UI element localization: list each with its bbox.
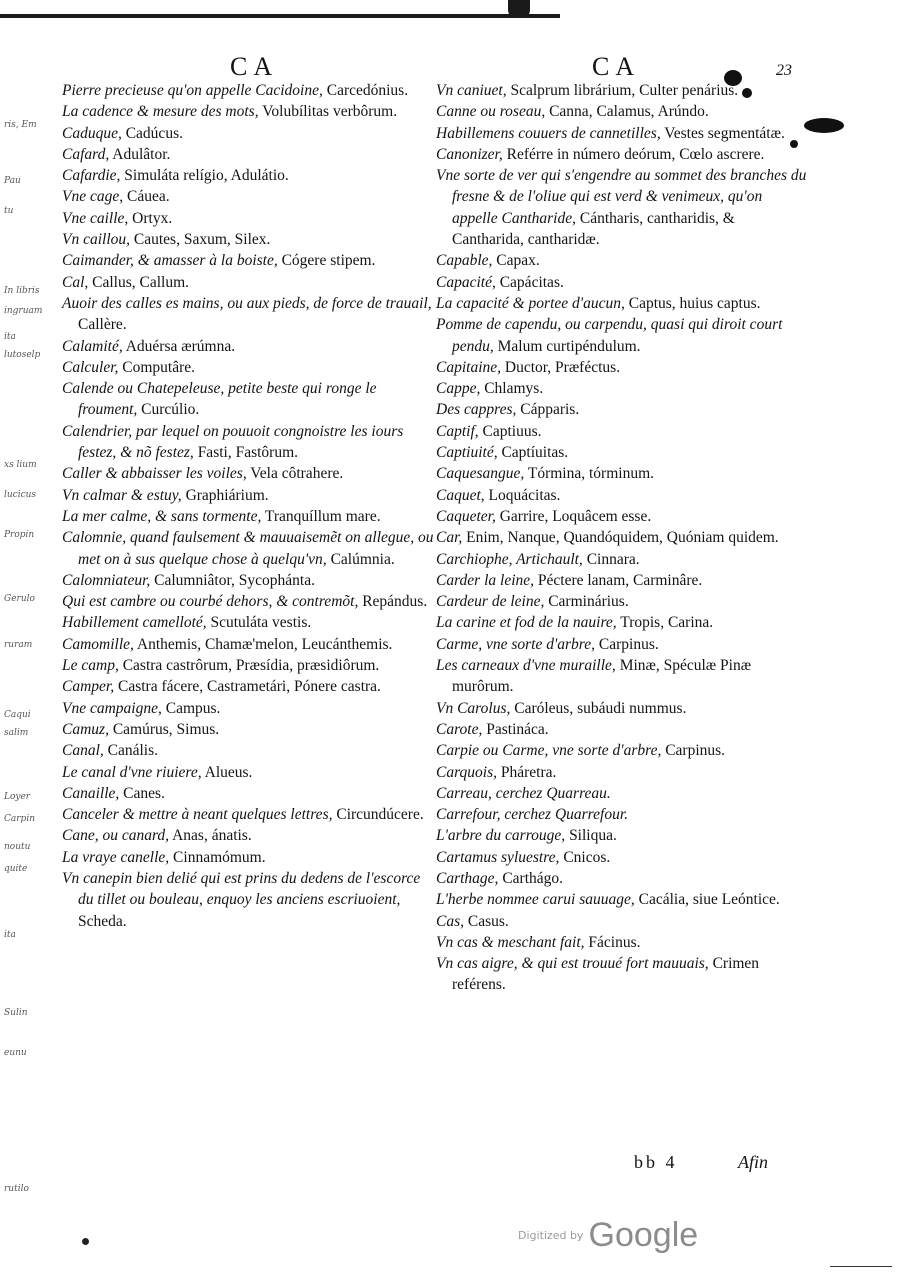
entry-french: Cafard,	[62, 145, 110, 163]
dictionary-entry	[436, 655, 808, 698]
entry-latin: Callère.	[78, 316, 127, 334]
margin-note: Carpin	[4, 814, 35, 824]
entry-latin: Cántharis, cantharidis, & Cantharida, cantharidæ.	[452, 209, 735, 249]
entry-latin: Canes.	[119, 784, 165, 802]
entry-french: Vne sorte de ver qui s'engendre au sommet des branches du fresne & de l'oliue qui est verd & venimeux, qu'on appelle Cantharide,	[436, 167, 807, 227]
entry-french: Carchiophe, Artichault,	[436, 550, 583, 568]
entry-latin: Cinnara.	[582, 550, 640, 568]
entry-french: Vne campaigne,	[62, 699, 162, 717]
entry-latin: Cnicos.	[559, 848, 611, 866]
dictionary-entry	[62, 80, 434, 101]
dictionary-entry	[436, 165, 808, 250]
page-number: 23	[776, 62, 792, 79]
entry-french: Calendrier, par lequel on pouuoit congnoistre les iours festez, & nõ festez,	[62, 422, 404, 462]
entry-french: Vne cage,	[62, 188, 124, 206]
entry-latin: Cógere stipem.	[277, 252, 376, 270]
entry-french: Carreau, cerchez Quarreau.	[436, 784, 611, 802]
entry-latin: Captíuitas.	[497, 444, 569, 462]
entry-latin: Carpinus.	[661, 742, 726, 760]
dictionary-entry	[62, 357, 434, 378]
stray-ink-dot	[82, 1238, 89, 1245]
dictionary-entry	[62, 378, 434, 421]
dictionary-entry	[62, 506, 434, 527]
entry-latin: Carcedónius.	[322, 82, 409, 99]
entry-latin: Cacália, siue Leóntice.	[634, 891, 780, 909]
entry-latin: Castra castrôrum, Præsídia, præsidiôrum.	[118, 657, 380, 675]
margin-note: lucicus	[4, 490, 37, 500]
entry-french: Cardeur de leine,	[436, 593, 545, 611]
dictionary-entry	[436, 527, 808, 548]
entry-french: Camuz,	[62, 720, 109, 738]
entry-french: Cappe,	[436, 380, 481, 398]
entry-french: L'herbe nommee carui sauuage,	[436, 891, 635, 909]
entry-french: Captif,	[436, 422, 479, 440]
entry-latin: Camúrus, Simus.	[108, 720, 220, 738]
entry-french: Carote,	[436, 720, 483, 738]
dictionary-entry	[62, 336, 434, 357]
entry-latin: Scheda.	[78, 912, 127, 930]
entry-latin: Simuláta relígio, Adulátio.	[120, 167, 289, 185]
dictionary-entry	[62, 825, 434, 846]
dictionary-entry	[62, 123, 434, 144]
entry-latin: Caróleus, subáudi nummus.	[510, 699, 687, 717]
entry-french: La cadence & mesure des mots,	[62, 103, 259, 121]
margin-notes	[4, 110, 48, 1194]
ink-blot	[804, 118, 844, 133]
dictionary-entry	[62, 527, 434, 570]
dictionary-entry	[436, 698, 808, 719]
entry-french: Les carneaux d'vne muraille,	[436, 657, 616, 675]
entry-latin: Enim, Nanque, Quandóquidem, Quóniam quidem.	[462, 529, 779, 547]
entry-latin: Capax.	[492, 252, 540, 270]
entry-french: Cartamus syluestre,	[436, 848, 560, 866]
entry-latin: Cautes, Saxum, Silex.	[130, 231, 271, 249]
dictionary-entry	[436, 825, 808, 846]
entry-latin: Alueus.	[201, 763, 253, 781]
entry-latin: Cadúcus.	[121, 124, 183, 142]
top-border-knob	[508, 0, 530, 18]
entry-french: Cafardie,	[62, 167, 121, 185]
left-column	[62, 80, 434, 932]
dictionary-entry	[436, 549, 808, 570]
margin-note: ruram	[4, 640, 33, 650]
dictionary-entry	[62, 698, 434, 719]
dictionary-entry	[436, 463, 808, 484]
dictionary-entry	[62, 101, 434, 122]
dictionary-entry	[62, 229, 434, 250]
watermark-prefix: Digitized by	[518, 1229, 584, 1242]
margin-note: quite	[4, 864, 28, 874]
dictionary-entry	[62, 762, 434, 783]
dictionary-entry	[62, 570, 434, 591]
entry-latin: Anthemis, Chamæ'melon, Leucánthemis.	[133, 635, 393, 653]
entry-latin: Aduérsa ærúmna.	[122, 337, 236, 355]
margin-note: Propin	[4, 530, 35, 540]
dictionary-entry	[436, 911, 808, 932]
margin-note: tu	[4, 206, 14, 216]
entry-french: Vn caniuet,	[436, 82, 507, 99]
running-head-left: CA	[230, 52, 279, 81]
dictionary-entry	[62, 591, 434, 612]
margin-note: ris, Em	[4, 120, 37, 130]
dictionary-entry	[62, 250, 434, 271]
dictionary-entry	[436, 421, 808, 442]
margin-note: lutoselp	[4, 350, 41, 360]
dictionary-entry	[436, 591, 808, 612]
dictionary-entry	[436, 357, 808, 378]
margin-note: ita	[4, 332, 16, 342]
dictionary-entry	[436, 293, 808, 314]
entry-french: Canceler & mettre à neant quelques lettres,	[62, 806, 333, 824]
dictionary-entry	[436, 719, 808, 740]
entry-french: Camper,	[62, 678, 115, 696]
dictionary-entry	[436, 804, 808, 825]
entry-french: Canonizer,	[436, 145, 503, 163]
entry-latin: Minæ, Spéculæ Pinæ murôrum.	[452, 657, 752, 696]
entry-latin: Cáuea.	[123, 188, 170, 206]
entry-french: Caquesangue,	[436, 465, 525, 483]
entry-french: Carquois,	[436, 763, 498, 781]
entry-french: Des cappres,	[436, 401, 517, 419]
dictionary-entry	[436, 634, 808, 655]
dictionary-entry	[62, 272, 434, 293]
margin-note: rutilo	[4, 1184, 29, 1194]
dictionary-entry	[436, 932, 808, 953]
entry-latin: Reférre in número deórum, Cœlo ascrere.	[502, 145, 765, 163]
dictionary-entry	[62, 634, 434, 655]
entry-latin: Ortyx.	[128, 209, 173, 227]
entry-french: Le canal d'vne riuiere,	[62, 763, 202, 781]
dictionary-entry	[436, 612, 808, 633]
dictionary-entry	[436, 570, 808, 591]
entry-french: Qui est cambre ou courbé dehors, & contremõt,	[62, 593, 359, 611]
dictionary-entry	[62, 655, 434, 676]
dictionary-entry	[62, 868, 434, 932]
dictionary-entry	[62, 612, 434, 633]
dictionary-entry	[436, 378, 808, 399]
margin-note: salim	[4, 728, 29, 738]
margin-note: Pau	[4, 176, 21, 186]
dictionary-entry	[62, 676, 434, 697]
entry-latin: Captiuus.	[478, 422, 542, 440]
entry-latin: Malum curtipéndulum.	[493, 337, 641, 355]
entry-french: Calomnie, quand faulsement & mauuaisemẽt on allegue, ou met on à sus quelque chose à quelqu'vn,	[62, 529, 434, 568]
entry-latin: Anas, ánatis.	[169, 827, 252, 845]
margin-note: ingruam	[4, 306, 43, 316]
entry-latin: Volubílitas verbôrum.	[258, 103, 398, 121]
entry-french: Capitaine,	[436, 358, 502, 376]
entry-latin: Pháretra.	[497, 763, 557, 781]
entry-latin: Siliqua.	[565, 827, 617, 845]
entry-latin: Captus, huius captus.	[624, 294, 761, 312]
dictionary-entry	[436, 399, 808, 420]
entry-french: Caimander, & amasser à la boiste,	[62, 252, 278, 270]
margin-note: xs lium	[4, 460, 37, 470]
entry-french: Carder la leine,	[436, 571, 535, 589]
dictionary-entry	[62, 847, 434, 868]
entry-french: Calculer,	[62, 358, 119, 376]
dictionary-entry	[436, 868, 808, 889]
entry-latin: Carpinus.	[595, 635, 659, 653]
entry-latin: Scutuláta vestis.	[206, 614, 312, 632]
entry-latin: Computâre.	[118, 358, 196, 376]
dictionary-entry	[436, 442, 808, 463]
dictionary-entry	[62, 165, 434, 186]
entry-latin: Vela côtrahere.	[246, 465, 344, 483]
entry-latin: Carthágo.	[498, 869, 564, 887]
entry-french: Calomniateur,	[62, 571, 151, 589]
entry-french: Carthage,	[436, 869, 499, 887]
entry-french: Le camp,	[62, 657, 119, 675]
dictionary-entry	[62, 421, 434, 464]
entry-french: Cane, ou canard,	[62, 827, 170, 845]
entry-french: Pomme de capendu, ou carpendu, quasi qui diroit court pendu,	[436, 316, 783, 355]
entry-french: Captiuité,	[436, 444, 498, 462]
entry-french: Capacité,	[436, 273, 496, 291]
entry-latin: Chlamys.	[480, 380, 544, 398]
entry-french: Calende ou Chatepeleuse, petite beste qui ronge le froument,	[62, 380, 377, 419]
dictionary-entry	[436, 506, 808, 527]
entry-french: L'arbre du carrouge,	[436, 827, 566, 845]
dictionary-entry	[436, 80, 808, 101]
entry-latin: Tórmina, tórminum.	[524, 465, 654, 483]
dictionary-entry	[62, 740, 434, 761]
entry-latin: Fácinus.	[584, 933, 641, 951]
dictionary-entry	[62, 463, 434, 484]
entry-french: Calamité,	[62, 337, 123, 355]
entry-latin: Capácitas.	[495, 273, 564, 291]
dictionary-entry	[62, 144, 434, 165]
signature-mark: bb 4	[634, 1152, 678, 1172]
entry-latin: Péctere lanam, Carminâre.	[534, 571, 703, 589]
entry-french: Vn cas aigre, & qui est trouué fort mauuais,	[436, 955, 709, 973]
dictionary-entry	[436, 889, 808, 910]
entry-french: Carpie ou Carme, vne sorte d'arbre,	[436, 742, 662, 760]
entry-french: Habillemens couuers de cannetilles,	[436, 124, 661, 142]
google-watermark	[518, 1216, 698, 1255]
margin-note: Gerulo	[4, 594, 35, 604]
top-border-bar	[0, 0, 560, 18]
dictionary-entry	[436, 762, 808, 783]
entry-latin: Carminárius.	[544, 593, 629, 611]
entry-french: Car,	[436, 529, 463, 547]
entry-french: La vraye canelle,	[62, 848, 170, 866]
entry-french: Vn Carolus,	[436, 699, 511, 717]
entry-french: Caqueter,	[436, 507, 496, 525]
entry-latin: Canna, Calamus, Arúndo.	[545, 103, 709, 121]
dictionary-entry	[436, 783, 808, 804]
dictionary-entry	[62, 804, 434, 825]
entry-french: Auoir des calles es mains, ou aux pieds, de force de trauail,	[62, 294, 432, 312]
entry-latin: Circundúcere.	[332, 806, 424, 824]
entry-latin: Cápparis.	[516, 401, 580, 419]
entry-latin: Ductor, Præféctus.	[501, 358, 621, 376]
dictionary-entry	[436, 144, 808, 165]
entry-latin: Fasti, Fastôrum.	[193, 444, 299, 462]
entry-french: Carme, vne sorte d'arbre,	[436, 635, 596, 653]
entry-latin: Castra fácere, Castrametári, Pónere castra.	[114, 678, 381, 696]
dictionary-entry	[436, 847, 808, 868]
entry-french: Caller & abbaisser les voiles,	[62, 465, 247, 483]
entry-latin: Tranquíllum mare.	[261, 507, 381, 525]
entry-latin: Garrire, Loquâcem esse.	[495, 507, 652, 525]
margin-note: eunu	[4, 1048, 27, 1058]
margin-note: In libris	[4, 286, 40, 296]
dictionary-entry	[436, 740, 808, 761]
entry-latin: Repándus.	[358, 593, 428, 611]
dictionary-entry	[436, 314, 808, 357]
entry-latin: Calúmnia.	[326, 550, 395, 568]
entry-french: Vne caille,	[62, 209, 129, 227]
margin-note: Sulin	[4, 1008, 28, 1018]
entry-latin: Pastináca.	[482, 720, 549, 738]
entry-french: Vn calmar & estuy,	[62, 486, 182, 504]
entry-french: Vn cas & meschant fait,	[436, 933, 585, 951]
right-column	[436, 80, 808, 996]
watermark-brand: Google	[588, 1216, 699, 1254]
entry-latin: Loquácitas.	[484, 486, 561, 504]
margin-note: ita	[4, 930, 16, 940]
entry-french: Caduque,	[62, 124, 122, 142]
margin-note: noutu	[4, 842, 31, 852]
entry-latin: Campus.	[161, 699, 221, 717]
entry-latin: Casus.	[464, 912, 509, 930]
entry-french: Canal,	[62, 742, 104, 760]
entry-latin: Cinnamómum.	[169, 848, 266, 866]
dictionary-entry	[62, 719, 434, 740]
entry-french: Capable,	[436, 252, 493, 270]
entry-french: Vn caillou,	[62, 231, 131, 249]
entry-latin: Callus, Callum.	[88, 273, 190, 291]
entry-latin: Curcúlio.	[137, 401, 200, 419]
entry-latin: Calumniâtor, Sycophánta.	[150, 571, 315, 589]
dictionary-entry	[436, 272, 808, 293]
entry-latin: Tropis, Carina.	[616, 614, 714, 632]
dictionary-entry	[436, 485, 808, 506]
dictionary-entry	[436, 101, 808, 122]
margin-note: Loyer	[4, 792, 31, 802]
entry-french: La mer calme, & sans tormente,	[62, 507, 262, 525]
dictionary-entry	[62, 485, 434, 506]
entry-latin: Graphiárium.	[181, 486, 269, 504]
dictionary-entry	[62, 186, 434, 207]
dictionary-entry	[436, 250, 808, 271]
entry-french: Vn canepin bien delié qui est prins du dedens de l'escorce du tillet ou bouleau, enquoy les anciens escriuoient,	[62, 869, 421, 909]
dictionary-entry	[62, 208, 434, 229]
entry-latin: Crimen reférens.	[452, 955, 760, 994]
entry-french: Cal,	[62, 273, 89, 291]
entry-latin: Canális.	[103, 742, 159, 760]
entry-french: Pierre precieuse qu'on appelle Cacidoine,	[62, 82, 323, 99]
entry-french: Camomille,	[62, 635, 134, 653]
bottom-rule	[830, 1266, 892, 1267]
margin-note: Caqui	[4, 710, 31, 720]
entry-french: Carrefour, cerchez Quarrefour.	[436, 806, 629, 824]
entry-french: Canne ou roseau,	[436, 103, 546, 121]
entry-french: Cas,	[436, 912, 464, 930]
entry-french: Caquet,	[436, 486, 485, 504]
running-head-right: CA	[592, 52, 641, 81]
entry-french: Habillement camelloté,	[62, 614, 207, 632]
entry-french: La carine et fod de la nauire,	[436, 614, 617, 632]
entry-french: La capacité & portee d'aucun,	[436, 294, 625, 312]
dictionary-entry	[62, 293, 434, 336]
catchword: Afin	[738, 1152, 768, 1172]
entry-latin: Adulâtor.	[109, 145, 171, 163]
dictionary-entry	[436, 123, 808, 144]
entry-latin: Vestes segmentátæ.	[660, 124, 785, 142]
dictionary-entry	[62, 783, 434, 804]
dictionary-entry	[436, 953, 808, 996]
entry-french: Canaille,	[62, 784, 120, 802]
entry-latin: Scalprum librárium, Culter penárius.	[506, 82, 739, 99]
